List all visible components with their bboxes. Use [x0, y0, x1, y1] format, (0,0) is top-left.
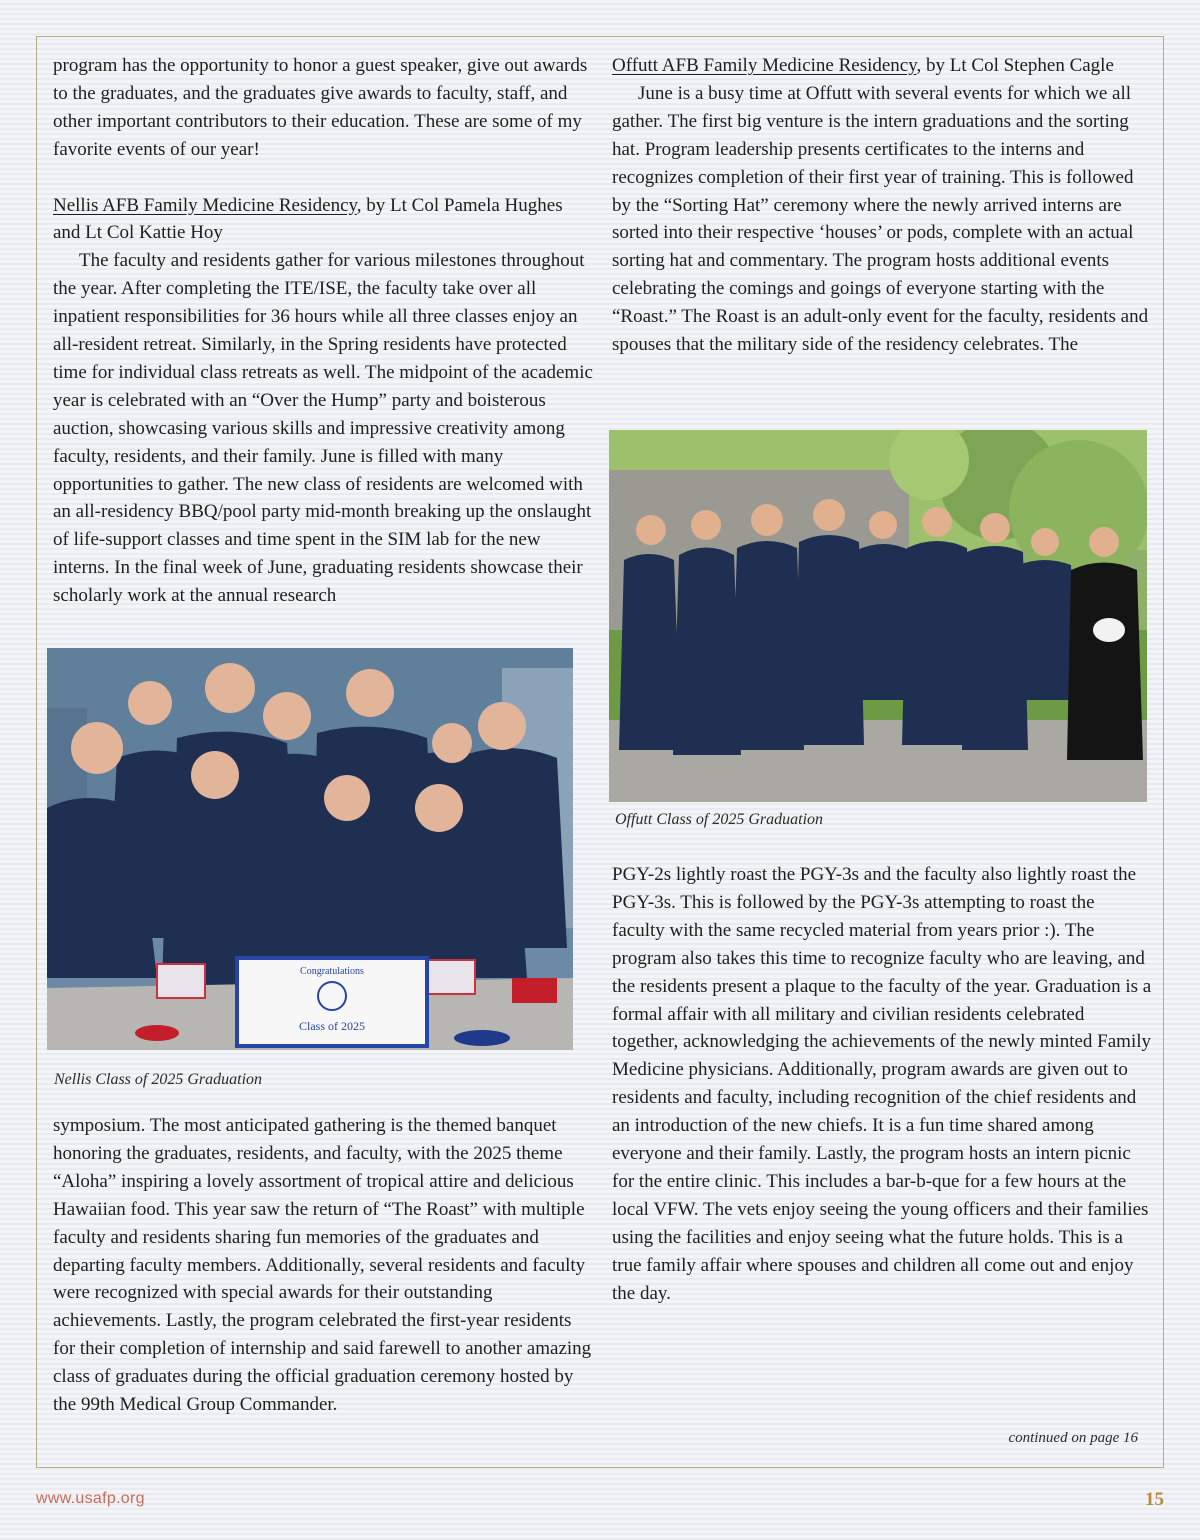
- cake-line2: Class of 2025: [299, 1019, 365, 1033]
- offutt-body: June is a busy time at Offutt with several events for which we all gather. The first big venture is the intern graduations and the sorting hat. Program leadership presents certificates to the interns and recognizes completion of their first year of training. This is followed by the “Sorting Hat” ceremony where the newly arrived interns are sorted into their respective ‘houses’ or pods, complete with an actual sorting hat and commentary. The program hosts additional events celebrating the comings and goings of everyone starting with the “Roast.” The Roast is an adult-only event for the faculty, residents and spouses that the military side of the residency celebrates. The: [612, 82, 1149, 356]
- nellis-caption: Nellis Class of 2025 Graduation: [54, 1071, 263, 1088]
- nellis-graduation-photo: [47, 648, 573, 1050]
- footer-url[interactable]: www.usafp.org: [36, 1490, 145, 1507]
- offutt-continued-text: PGY-2s lightly roast the PGY-3s and the faculty also lightly roast the PGY-3s. This is followed by the PGY-3s attempting to roast the faculty with the same recycled material from years prior :). The program also takes this time to recognize faculty who are leaving, and the residents present a plaque to the faculty of the year. Graduation is a formal affair with all military and civilian residents celebrated together, acknowledging the achievements of the newly minted Family Medicine physicians. Additionally, program awards are given out to residents and faculty, including recognition of the chief residents and an introduction of the new chiefs. It is a fun time shared among everyone and their family. Lastly, the program hosts an intern picnic for the entire clinic. This includes a bar-b-que for a few hours at the local VFW. The vets enjoy seeing the young officers and their families using the facilities and enjoy seeing what the future holds. This is a true family affair where spouses and children all come out and enjoy the day.: [612, 864, 1152, 1304]
- offutt-byline: , by Lt Col Stephen Cagle: [916, 55, 1114, 76]
- nellis-continued: [53, 1112, 593, 1419]
- cake-line1: Congratulations: [300, 966, 364, 977]
- nellis-continued-text: symposium. The most anticipated gathering is the themed banquet honoring the graduates, residents, and faculty, with the 2025 theme “Aloha” inspiring a lovely assortment of tropical attire and delicious Hawaiian food. This year saw the return of “The Roast” with multiple faculty and residents sharing fun memories of the graduates and departing faculty members. Additionally, several residents and faculty were recognized with special awards for their outstanding achievements. Lastly, the program celebrated the first-year residents for their completion of internship and said farewell to another amazing class of graduates during the official graduation ceremony hosted by the 99th Medical Group Commander.: [53, 1115, 592, 1416]
- offutt-graduation-photo: [609, 430, 1147, 802]
- offutt-title: Offutt AFB Family Medicine Residency: [612, 55, 917, 76]
- left-column: [53, 52, 593, 610]
- offutt-continued: [612, 861, 1152, 1308]
- nellis-byline: , by Lt Col Pamela Hughes and Lt Col Kattie Hoy: [53, 194, 563, 244]
- intro-paragraph: program has the opportunity to honor a guest speaker, give out awards to the graduates, and the graduates give awards to faculty, staff, and other important contributors to their education. These are some of my favorite events of our year!: [53, 55, 588, 160]
- continued-note: continued on page 16: [1008, 1430, 1138, 1446]
- right-column: [612, 52, 1152, 359]
- nellis-heading: [53, 192, 593, 248]
- page-number: 15: [1145, 1489, 1164, 1510]
- nellis-title: Nellis AFB Family Medicine Residency: [53, 194, 357, 216]
- nellis-body: The faculty and residents gather for various milestones throughout the year. After completing the ITE/ISE, the faculty take over all inpatient responsibilities for 36 hours while all three classes enjoy an all-resident retreat. Similarly, in the Spring residents have protected time for individual class retreats as well. The midpoint of the academic year is celebrated with an “Over the Hump” party and boisterous auction, showcasing various skills and impressive creativity among faculty, residents, and their family. June is filled with many opportunities to gather. The new class of residents are welcomed with an all-residency BBQ/pool party mid-month breaking up the onslaught of life-support classes and time spent in the SIM lab for the new interns. In the final week of June, graduating residents showcase their scholarly work at the annual research: [53, 250, 593, 607]
- offutt-heading: [612, 52, 1152, 80]
- offutt-caption: Offutt Class of 2025 Graduation: [615, 811, 824, 828]
